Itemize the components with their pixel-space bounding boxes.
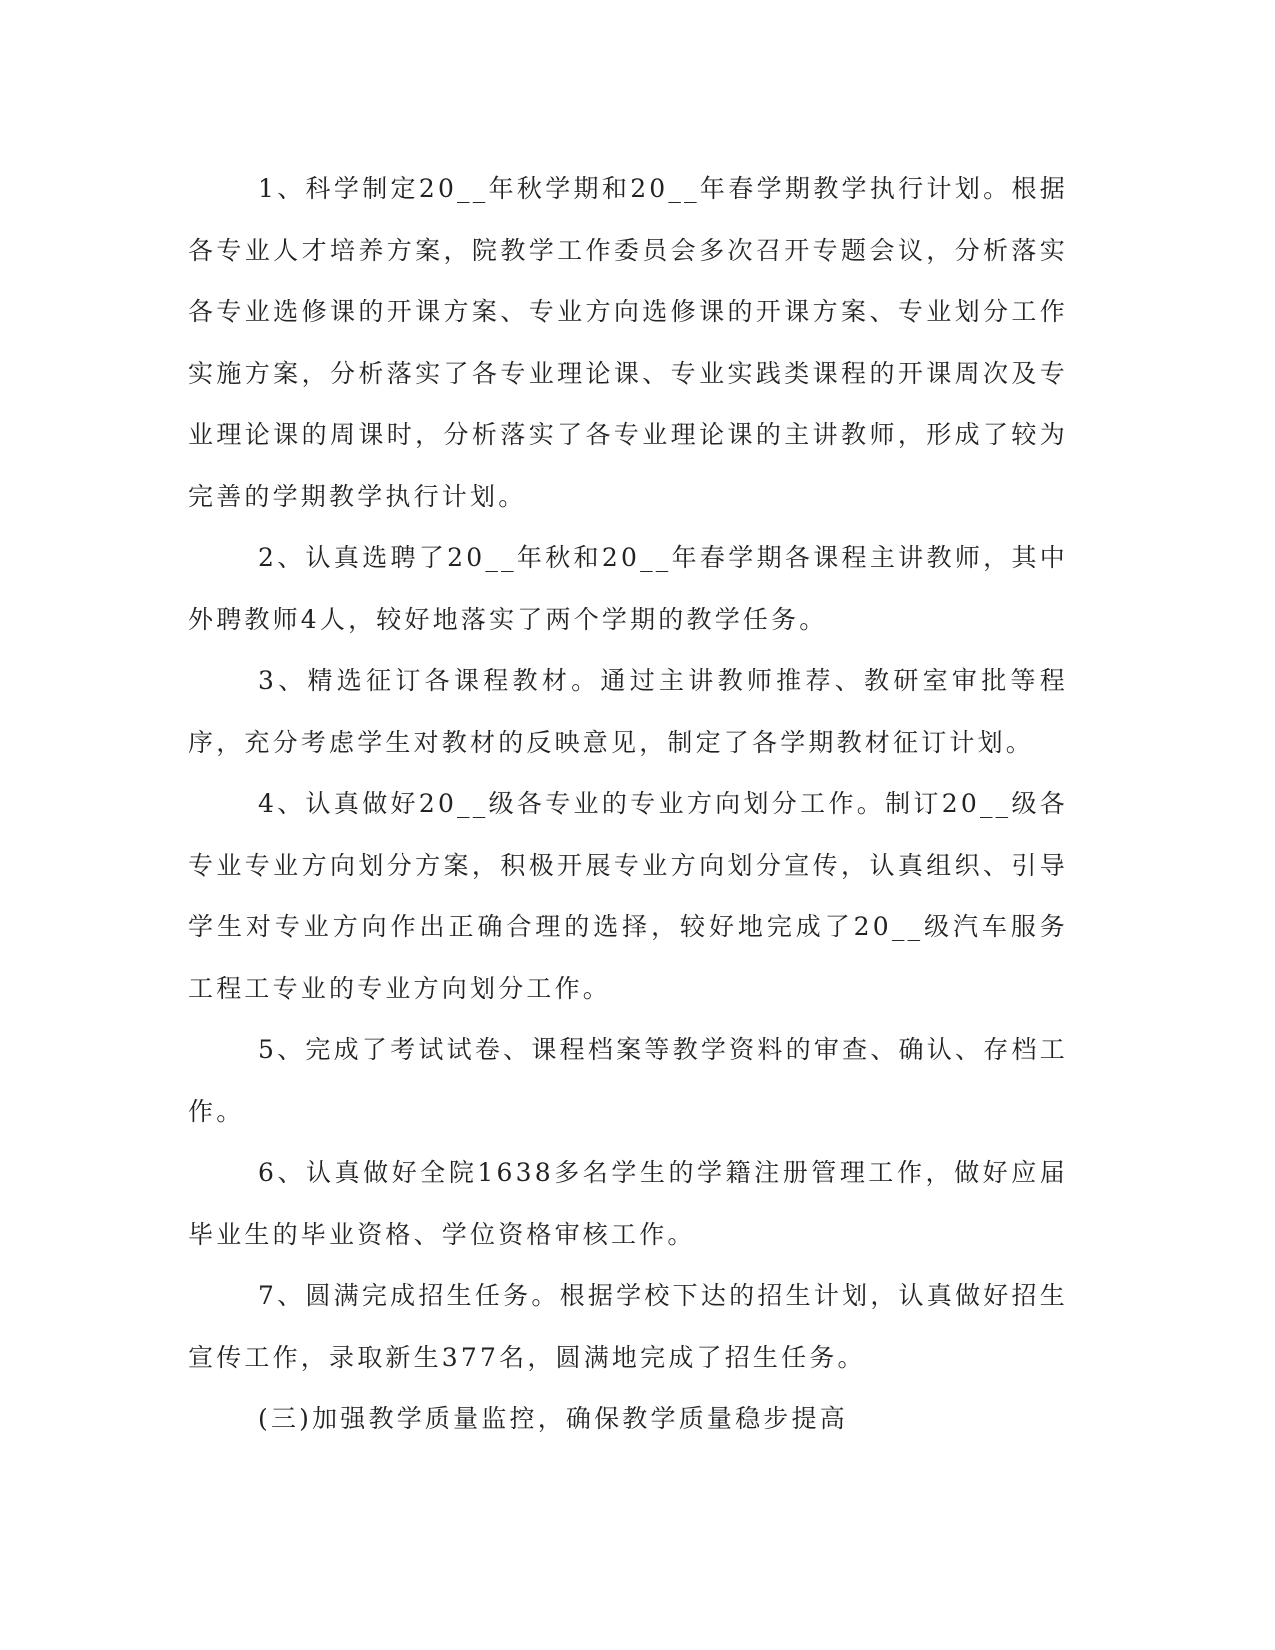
paragraph-item-4: 4、认真做好20__级各专业的专业方向划分工作。制订20__级各专业专业方向划分方案，积极开展专业方向划分宣传，认真组织、引导学生对专业方向作出正确合理的选择，较好地完成了20__级汽车服务工程工专业的专业方向划分工作。 (188, 789, 1068, 1003)
paragraph-item-6: 6、认真做好全院1638多名学生的学籍注册管理工作，做好应届毕业生的毕业资格、学位资格审核工作。 (188, 1158, 1068, 1249)
paragraph-item-3: 3、精选征订各课程教材。通过主讲教师推荐、教研室审批等程序，充分考虑学生对教材的反映意见，制定了各学期教材征订计划。 (188, 666, 1068, 757)
paragraph-item-7: 7、圆满完成招生任务。根据学校下达的招生计划，认真做好招生宣传工作，录取新生377名，圆满地完成了招生任务。 (188, 1281, 1068, 1372)
document-page (188, 158, 1068, 1450)
paragraph-item-1: 1、科学制定20__年秋学期和20__年春学期教学执行计划。根据各专业人才培养方案，院教学工作委员会多次召开专题会议，分析落实各专业选修课的开课方案、专业方向选修课的开课方案、专业划分工作实施方案，分析落实了各专业理论课、专业实践类课程的开课周次及专业理论课的周课时，分析落实了各专业理论课的主讲教师，形成了较为完善的学期教学执行计划。 (188, 174, 1068, 511)
paragraph-item-2: 2、认真选聘了20__年秋和20__年春学期各课程主讲教师，其中外聘教师4人，较好地落实了两个学期的教学任务。 (188, 543, 1068, 634)
paragraph-item-5: 5、完成了考试试卷、课程档案等教学资料的审查、确认、存档工作。 (188, 1035, 1068, 1126)
section-heading: (三)加强教学质量监控，确保教学质量稳步提高 (258, 1404, 848, 1433)
